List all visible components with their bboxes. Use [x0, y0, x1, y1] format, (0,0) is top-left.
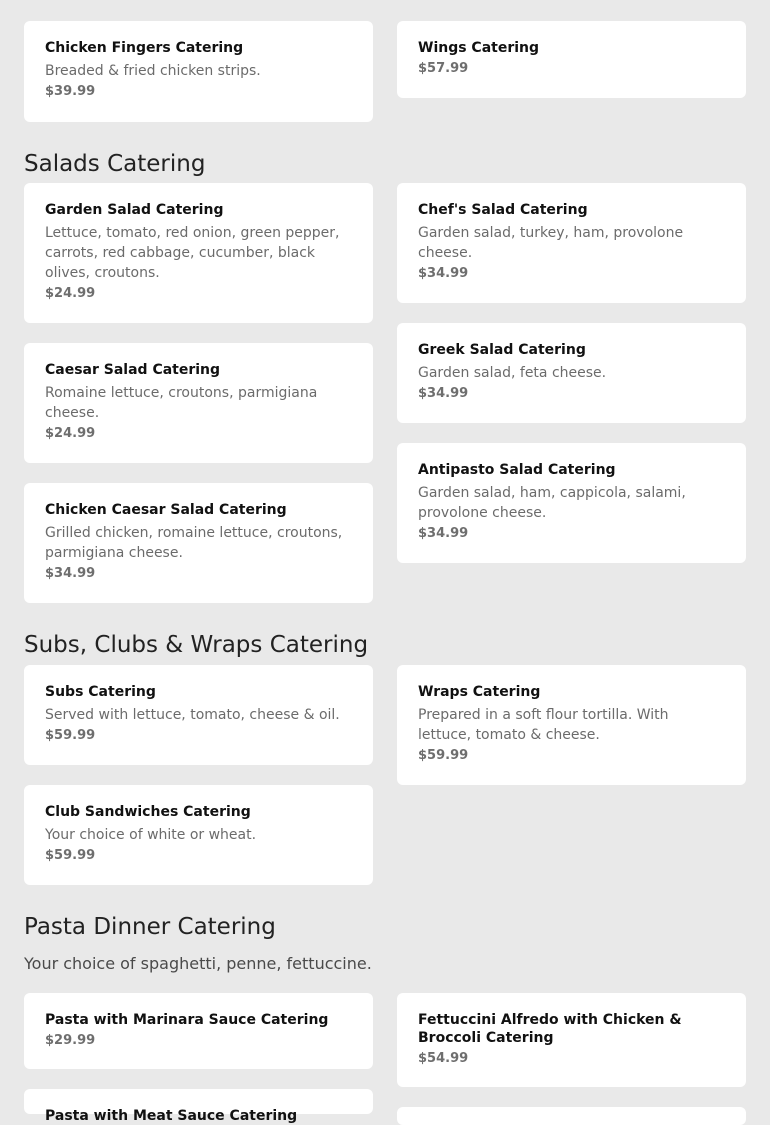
item-description: Lettuce, tomato, red onion, green pepper, carrots, red cabbage, cucumber, black olives, croutons. [45, 225, 340, 281]
menu-item-subs[interactable] [24, 665, 373, 765]
item-name: Chicken Caesar Salad Catering [45, 502, 287, 518]
item-name: Antipasto Salad Catering [418, 462, 616, 478]
item-name: Pasta with Marinara Sauce Catering [45, 1012, 329, 1028]
menu-item-pasta-marinara[interactable] [24, 993, 373, 1069]
menu-item-club-sandwiches[interactable] [24, 785, 373, 885]
item-price: $24.99 [45, 286, 96, 301]
menu-item-antipasto-salad[interactable] [397, 443, 746, 563]
section-title-salads: Salads Catering [24, 151, 206, 177]
menu-item-caesar-salad[interactable] [24, 343, 373, 463]
section-title-pasta: Pasta Dinner Catering [24, 914, 276, 940]
item-price: $29.99 [45, 1033, 96, 1048]
item-description: Prepared in a soft flour tortilla. With lettuce, tomato & cheese. [418, 707, 669, 743]
item-price: $34.99 [45, 566, 96, 581]
item-name: Garden Salad Catering [45, 202, 224, 218]
item-name: Club Sandwiches Catering [45, 804, 251, 820]
item-description: Garden salad, ham, cappicola, salami, provolone cheese. [418, 485, 686, 521]
item-name: Wraps Catering [418, 684, 541, 700]
item-description: Garden salad, feta cheese. [418, 365, 607, 381]
menu-item-garden-salad[interactable] [24, 183, 373, 323]
item-price: $34.99 [418, 266, 469, 281]
item-price: $34.99 [418, 386, 469, 401]
item-price: $57.99 [418, 61, 469, 76]
section-description-pasta: Your choice of spaghetti, penne, fettuccine. [24, 954, 372, 973]
item-price: $39.99 [45, 84, 96, 99]
item-price: $54.99 [418, 1051, 469, 1066]
item-description: Breaded & fried chicken strips. [45, 63, 261, 79]
item-description: Grilled chicken, romaine lettuce, croutons, parmigiana cheese. [45, 525, 343, 561]
item-name: Wings Catering [418, 40, 540, 56]
menu-item-fettuccini-alfredo[interactable] [397, 993, 746, 1087]
menu-item-card-partial[interactable] [397, 1107, 746, 1125]
item-name: Pasta with Meat Sauce Catering [45, 1108, 298, 1124]
item-name: Caesar Salad Catering [45, 362, 221, 378]
menu-item-wraps[interactable] [397, 665, 746, 785]
item-description: Your choice of white or wheat. [45, 827, 257, 843]
item-name: Chicken Fingers Catering [45, 40, 244, 56]
item-price: $34.99 [418, 526, 469, 541]
menu-item-chicken-caesar-salad[interactable] [24, 483, 373, 603]
menu-item-pasta-meat-sauce[interactable] [24, 1089, 373, 1124]
item-description: Served with lettuce, tomato, cheese & oil. [45, 707, 340, 723]
item-description: Romaine lettuce, croutons, parmigiana cheese. [45, 385, 318, 421]
menu-item-chefs-salad[interactable] [397, 183, 746, 303]
item-name: Fettuccini Alfredo with Chicken & Broccoli Catering [418, 1012, 682, 1046]
item-name: Chef's Salad Catering [418, 202, 588, 218]
menu-item-greek-salad[interactable] [397, 323, 746, 423]
item-price: $24.99 [45, 426, 96, 441]
item-description: Garden salad, turkey, ham, provolone cheese. [418, 225, 684, 261]
item-name: Greek Salad Catering [418, 342, 586, 358]
item-name: Subs Catering [45, 684, 156, 700]
menu-item-chicken-fingers[interactable] [24, 21, 373, 122]
item-price: $59.99 [418, 748, 469, 763]
section-title-subs: Subs, Clubs & Wraps Catering [24, 632, 369, 658]
item-price: $59.99 [45, 728, 96, 743]
item-price: $59.99 [45, 848, 96, 863]
menu-item-wings[interactable] [397, 21, 746, 98]
